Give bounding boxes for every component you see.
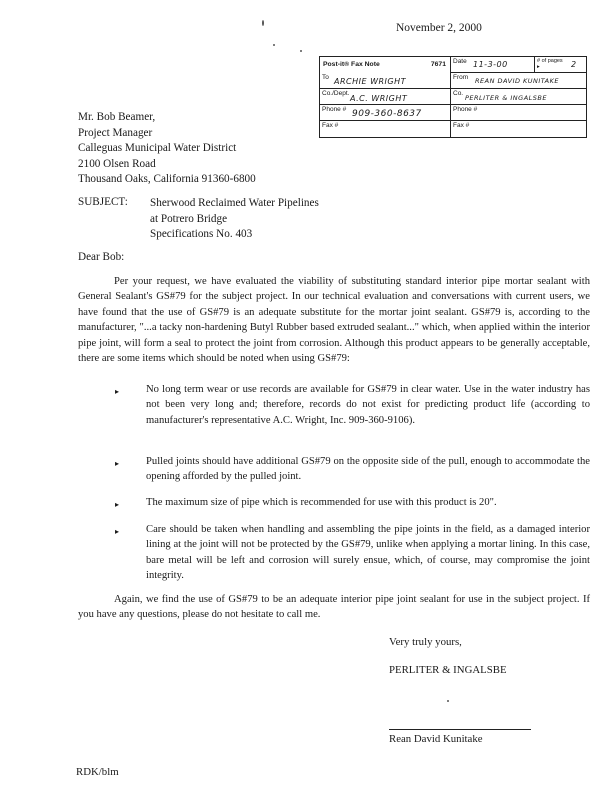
fax-date-cell [451,57,535,73]
fax-note-header [320,57,451,73]
fax-fax-cell [320,121,451,137]
fax-from-value: REAN DAVID KUNITAKE [475,77,559,85]
fax-date-value: 11-3-00 [473,60,508,69]
bullet-marker-1: ▸ [115,387,120,396]
letter-date: November 2, 2000 [396,22,482,34]
recipient-title: Project Manager [78,126,153,139]
bullet-item-3: The maximum size of pipe which is recommended for use with this product is 20". [146,497,497,508]
fax-pages-cell [535,57,586,73]
fax-to-cell [320,73,451,89]
fax-to-value: ARCHIE WRIGHT [334,77,407,86]
fax-co-cell [451,89,586,105]
fax-pages-label: # of pages ▸ [537,58,563,70]
fax-date-label: Date [453,58,467,65]
scan-speck [300,50,302,52]
fax-note [319,56,587,138]
fax-to-label: To [322,74,329,81]
bullet-marker-2: ▸ [115,459,120,468]
fax-fax2-label: Fax # [453,122,470,129]
bullet-marker-4: ▸ [115,527,120,536]
closing-paragraph [78,592,590,623]
bullet-item-2: Pulled joints should have additional GS#79 on the opposite side of the pull, enough to accommodate the opening afforded by the pulled joint. [146,456,590,483]
fax-pages-value: 2 [571,60,577,69]
subject-line-3: Specifications No. 403 [150,228,253,241]
fax-codept-cell [320,89,451,105]
intro-text: Per your request, we have evaluated the viability of substituting standard interior pipe mortar sealant with General Sealant's GS#79 for the subject project. In our technical evaluation and conversations with current users, we have found that the use of GS#79 is an adequate substitute for the mortar joint sealant. GS#79 is, according to the manufacturer, "...a tacky non-hardening Butyl Rubber based extruded sealant..." which, when applied within the interior pipe joint, will form a seal to protect the joint from corrosion. Although this product appears to be generally acceptable, there are some items which should be noted when using GS#79: [78,276,590,365]
scan-speck [447,700,449,702]
signer-name: Rean David Kunitake [389,733,483,745]
salutation: Dear Bob: [78,251,125,263]
fax-co-value: PERLITER & INGALSBE [465,94,547,102]
fax-from-label: From [453,74,469,81]
subject-line-2: at Potrero Bridge [150,212,228,225]
subject-label: SUBJECT: [78,196,128,208]
fax-phone-cell [320,105,451,121]
fax-note-title: Post-it® Fax Note [323,61,380,68]
firm-name: PERLITER & INGALSBE [389,664,507,676]
fax-codept-value: A.C. WRIGHT [350,94,408,103]
fax-phone-label: Phone # [322,106,347,113]
bullet-item-1: No long term wear or use records are available for GS#79 in clear water. Use in the water industry has not been very long and; therefore, records do not exist for predicting product life (according to manufacturer's representative A.C. Wright, Inc. 909-360-9106). [146,384,590,426]
intro-paragraph [78,274,590,366]
scan-speck [273,44,275,46]
typist-initials: RDK/blm [76,766,119,778]
fax-phone-value: 909-360-8637 [352,109,422,119]
subject-text [150,196,319,243]
fax-codept-label: Co./Dept. [322,90,350,97]
fax-phone2-cell [451,105,586,121]
fax-fax-label: Fax # [322,122,339,129]
recipient-city: Thousand Oaks, California 91360-6800 [78,173,256,186]
bullet-marker-3: ▸ [115,500,120,509]
scan-speck [262,20,264,26]
recipient-street: 2100 Olsen Road [78,157,156,170]
fax-note-form-no: 7671 [430,61,446,68]
subject-line-1: Sherwood Reclaimed Water Pipelines [150,197,319,209]
fax-fax2-cell [451,121,586,137]
bullet-item-4: Care should be taken when handling and assembling the pipe joints in the field, as a damaged interior lining at the joint will not be protected by the GS#79, unlike when applying a mortar lining. In this case, bare metal will be left and corrosion will surely ensue, which, of course, may compromise the joint integrity. [146,524,590,582]
recipient-address [78,110,256,188]
fax-co-label: Co. [453,90,464,97]
closing-text: Again, we find the use of GS#79 to be an adequate interior pipe joint sealant for use in the subject project. If you have any questions, please do not hesitate to call me. [78,594,590,621]
signature-line [389,729,531,730]
fax-from-cell [451,73,586,89]
fax-phone2-label: Phone # [453,106,478,113]
valediction: Very truly yours, [389,636,462,648]
recipient-org: Calleguas Municipal Water District [78,142,237,155]
recipient-name: Mr. Bob Beamer, [78,111,156,123]
